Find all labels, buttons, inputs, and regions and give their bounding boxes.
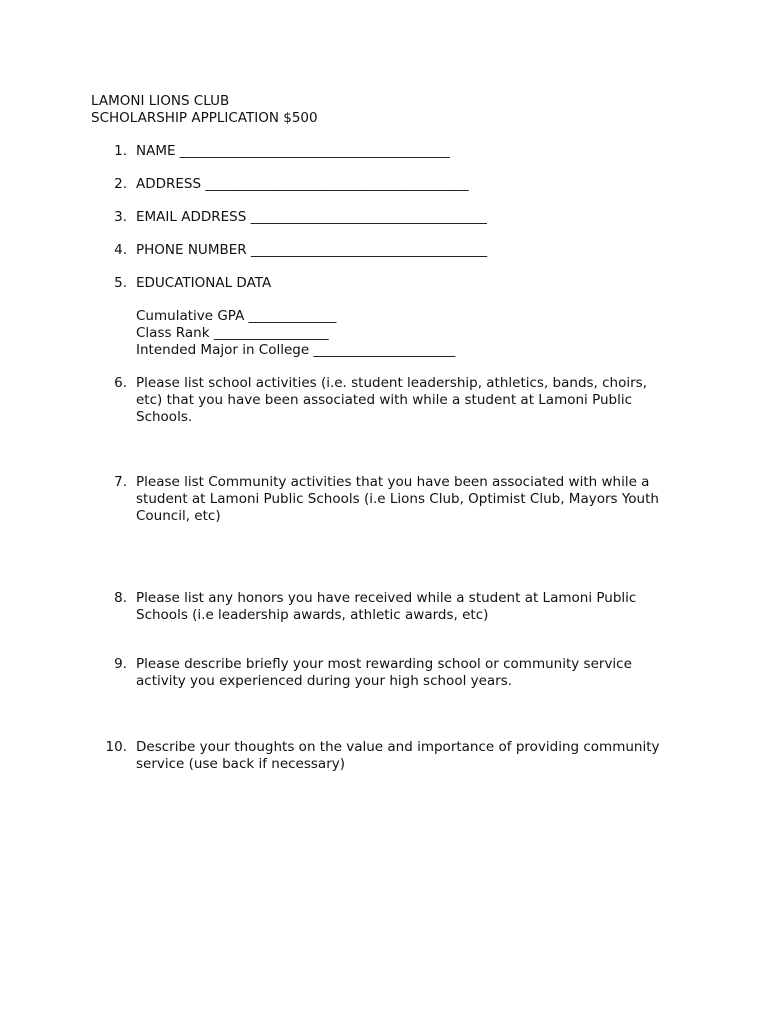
question-text-line: student at Lamoni Public Schools (i.e Lions Club, Optimist Club, Mayors Youth xyxy=(136,491,659,507)
item-number: 8. xyxy=(114,590,127,606)
item-number: 1. xyxy=(114,143,127,159)
question-text-line: service (use back if necessary) xyxy=(136,756,346,772)
gpa-field-label: Cumulative GPA _____________ xyxy=(136,308,337,324)
item-number: 7. xyxy=(114,474,127,490)
question-text-line: Please list Community activities that you have been associated with while a xyxy=(136,474,650,490)
name-field-label: NAME ________________________________________ xyxy=(136,143,450,159)
question-text-line: etc) that you have been associated with while a student at Lamoni Public xyxy=(136,392,633,408)
question-text-line: Please list any honors you have received while a student at Lamoni Public xyxy=(136,590,637,606)
form-title: SCHOLARSHIP APPLICATION $500 xyxy=(91,110,318,126)
item-number: 6. xyxy=(114,375,127,391)
question-text-line: activity you experienced during your high school years. xyxy=(136,673,513,689)
question-text xyxy=(136,474,681,525)
address-field-label: ADDRESS _______________________________________ xyxy=(136,176,469,192)
item-number: 9. xyxy=(114,656,127,672)
class-rank-field-label: Class Rank _________________ xyxy=(136,325,329,341)
item-number: 5. xyxy=(114,275,127,291)
question-text-line: Schools (i.e leadership awards, athletic awards, etc) xyxy=(136,607,489,623)
question-text-line: Please describe briefly your most rewarding school or community service xyxy=(136,656,632,672)
question-text xyxy=(136,739,681,773)
item-number: 4. xyxy=(114,242,127,258)
question-text-line: Schools. xyxy=(136,409,193,425)
item-number: 2. xyxy=(114,176,127,192)
intended-major-field-label: Intended Major in College _____________________ xyxy=(136,342,456,358)
question-text xyxy=(136,656,681,690)
item-number: 3. xyxy=(114,209,127,225)
educational-data-fields xyxy=(136,308,455,359)
form-header xyxy=(91,93,318,127)
email-field-label: EMAIL ADDRESS ___________________________________ xyxy=(136,209,487,225)
question-text xyxy=(136,375,681,426)
phone-field-label: PHONE NUMBER ___________________________________ xyxy=(136,242,488,258)
question-text xyxy=(136,590,681,624)
question-text-line: Describe your thoughts on the value and importance of providing community xyxy=(136,739,660,755)
item-number: 10. xyxy=(105,739,127,755)
question-text-line: Please list school activities (i.e. student leadership, athletics, bands, choirs, xyxy=(136,375,647,391)
question-text-line: Council, etc) xyxy=(136,508,221,524)
club-name: LAMONI LIONS CLUB xyxy=(91,93,230,109)
educational-data-heading: EDUCATIONAL DATA xyxy=(136,275,272,291)
